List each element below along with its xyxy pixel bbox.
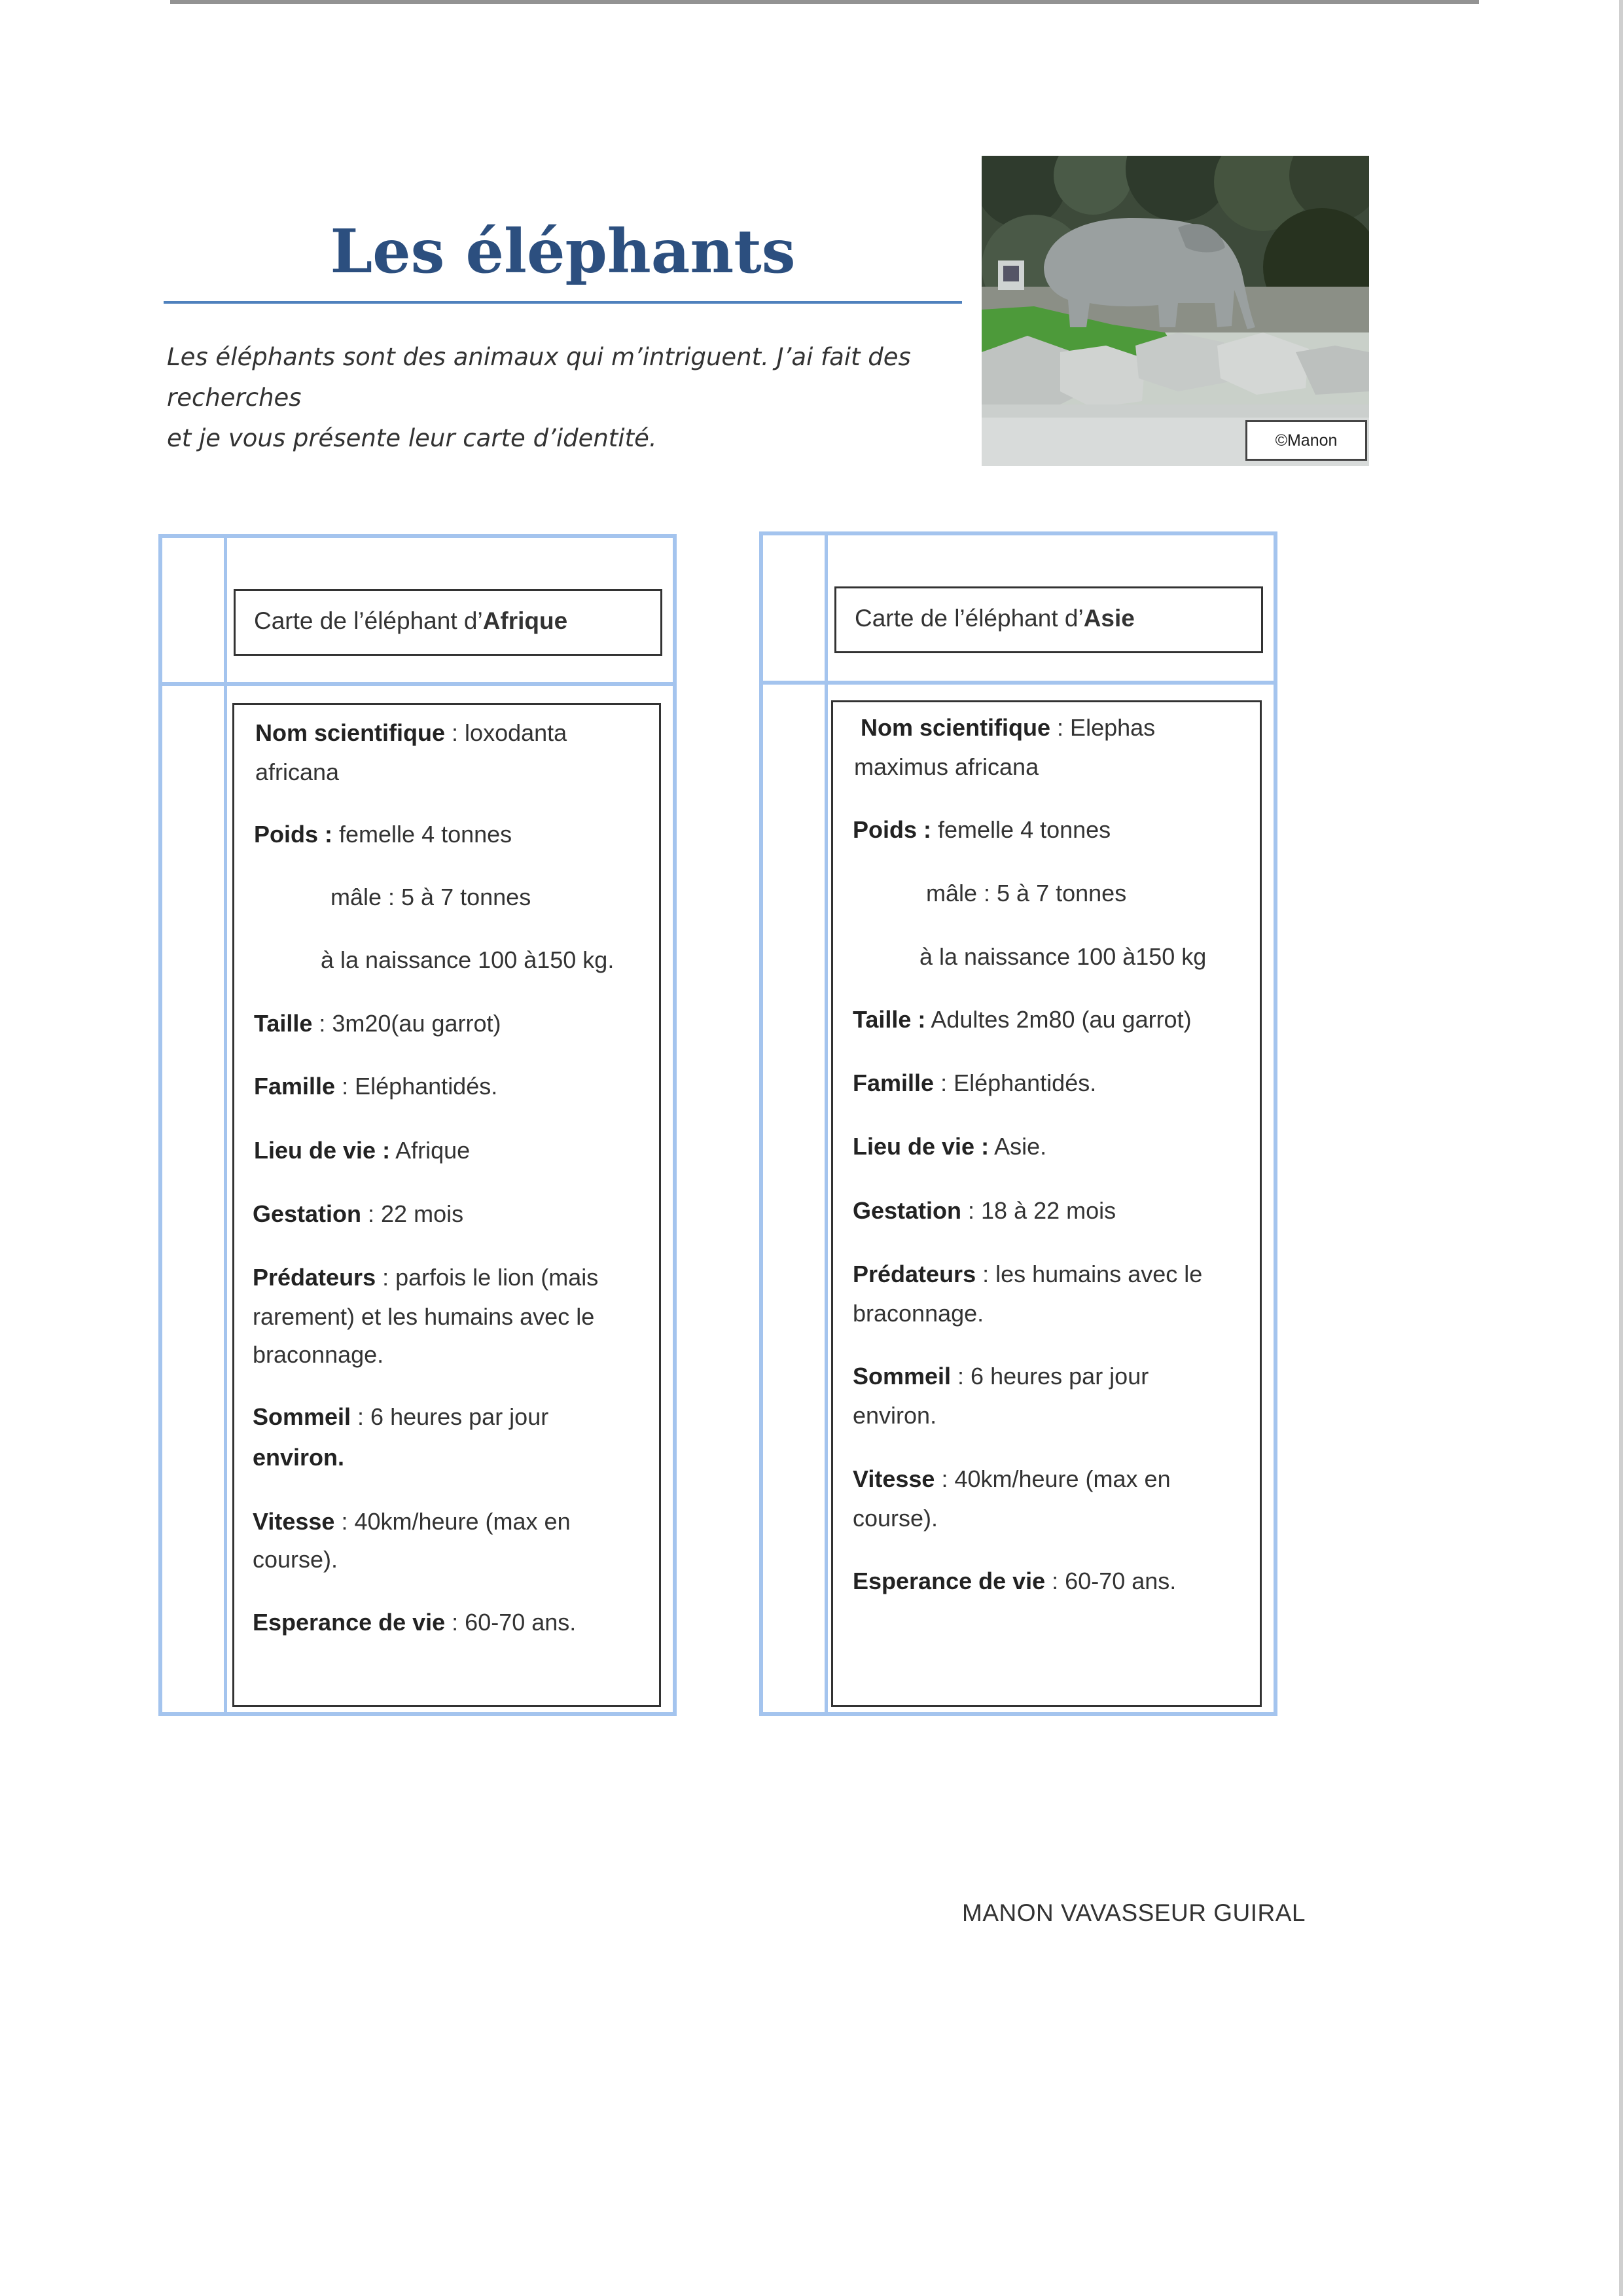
card-heading-asie-region: Asie: [1083, 605, 1135, 632]
afrique-esperance-label: Esperance de vie: [253, 1609, 446, 1636]
afrique-poids-male: mâle : 5 à 7 tonnes: [330, 884, 531, 910]
intro-line-2: et je vous présente leur carte d’identité.: [167, 424, 657, 452]
author-signature: MANON VAVASSEUR GUIRAL: [962, 1899, 1306, 1926]
afrique-predateurs-line-2: rarement) et les humains avec le: [253, 1303, 595, 1330]
asie-sommeil: [853, 1357, 1149, 1396]
asie-predateurs-label: Prédateurs: [853, 1261, 976, 1287]
afrique-gestation: [253, 1194, 463, 1234]
asie-poids-naissance: à la naissance 100 à150 kg: [919, 943, 1207, 970]
asie-nom-label: Nom scientifique: [861, 714, 1051, 741]
afrique-esperance-value: : 60-70 ans.: [445, 1609, 577, 1636]
afrique-famille-value: : Eléphantidés.: [335, 1073, 498, 1100]
afrique-vitesse-value: : 40km/heure (max en: [334, 1508, 571, 1535]
asie-esperance-label: Esperance de vie: [853, 1568, 1046, 1594]
scan-edge-top: [170, 0, 1479, 4]
asie-taille-value: Adultes 2m80 (au garrot): [925, 1006, 1192, 1033]
asie-poids-femelle: femelle 4 tonnes: [931, 816, 1111, 843]
asie-famille-value: : Eléphantidés.: [934, 1069, 1097, 1096]
asie-predateurs: [853, 1255, 1202, 1294]
asie-esperance-value: : 60-70 ans.: [1045, 1568, 1177, 1594]
scan-edge-right: [1619, 0, 1623, 2296]
card-heading-asie-prefix: Carte de l’éléphant d’: [855, 605, 1084, 632]
card-frame-afrique-separator: [158, 682, 677, 686]
card-frame-asie-separator: [759, 681, 1277, 685]
asie-famille: [853, 1064, 1096, 1103]
afrique-predateurs: [253, 1258, 598, 1297]
afrique-gestation-value: : 22 mois: [361, 1200, 464, 1227]
afrique-vitesse-line-2: course).: [253, 1546, 338, 1573]
asie-vitesse-line-2: course).: [853, 1505, 938, 1532]
elephant-photo-image: [982, 156, 1369, 466]
afrique-famille: [254, 1067, 497, 1106]
card-heading-afrique-prefix: Carte de l’éléphant d’: [254, 607, 483, 634]
asie-lieu-label: Lieu de vie :: [853, 1133, 990, 1160]
card-heading-afrique: [234, 589, 662, 656]
asie-sommeil-line-2: environ.: [853, 1402, 937, 1429]
asie-sommeil-value: : 6 heures par jour: [951, 1363, 1149, 1390]
afrique-poids-label: Poids :: [254, 821, 333, 848]
asie-nom-value: : Elephas: [1050, 714, 1156, 741]
afrique-taille: [254, 1004, 501, 1043]
afrique-famille-label: Famille: [254, 1073, 336, 1100]
asie-predateurs-line-2: braconnage.: [853, 1300, 984, 1327]
card-heading-afrique-region: Afrique: [482, 607, 568, 634]
afrique-nom-value: : loxodanta: [445, 719, 567, 746]
asie-nom-scientifique-cont: maximus africana: [854, 753, 1039, 780]
afrique-predateurs-line-3: braconnage.: [253, 1341, 384, 1368]
asie-gestation-value: : 18 à 22 mois: [961, 1197, 1116, 1224]
afrique-lieu-de-vie: [254, 1131, 470, 1170]
card-frame-asie-divider: [825, 531, 828, 1716]
afrique-lieu-value: Afrique: [390, 1137, 471, 1164]
asie-vitesse-value: : 40km/heure (max en: [935, 1465, 1171, 1492]
asie-poids-label: Poids :: [853, 816, 932, 843]
intro-paragraph: [167, 337, 972, 459]
asie-vitesse: [853, 1460, 1171, 1499]
asie-gestation-label: Gestation: [853, 1197, 962, 1224]
card-heading-asie: [834, 586, 1263, 653]
afrique-lieu-label: Lieu de vie :: [254, 1137, 391, 1164]
afrique-sommeil-label: Sommeil: [253, 1403, 351, 1430]
asie-taille-label: Taille :: [853, 1006, 926, 1033]
title-rule: [164, 301, 962, 304]
afrique-nom-scientifique: [255, 713, 567, 753]
afrique-poids: [254, 815, 512, 854]
afrique-taille-label: Taille: [254, 1010, 313, 1037]
afrique-predateurs-label: Prédateurs: [253, 1264, 376, 1291]
afrique-vitesse: [253, 1502, 571, 1541]
afrique-sommeil: [253, 1397, 548, 1437]
photo-credit: ©Manon: [1245, 420, 1367, 461]
asie-gestation: [853, 1191, 1116, 1230]
asie-vitesse-label: Vitesse: [853, 1465, 935, 1492]
afrique-predateurs-value: : parfois le lion (mais: [376, 1264, 599, 1291]
asie-lieu-value: Asie.: [989, 1133, 1047, 1160]
afrique-sommeil-line-2: [253, 1438, 344, 1477]
page-title: Les éléphants: [330, 216, 796, 287]
asie-poids: [853, 810, 1111, 850]
asie-famille-label: Famille: [853, 1069, 935, 1096]
asie-taille: [853, 1000, 1192, 1039]
afrique-nom-scientifique-cont: africana: [255, 759, 340, 785]
afrique-taille-value: : 3m20(au garrot): [312, 1010, 501, 1037]
afrique-vitesse-label: Vitesse: [253, 1508, 335, 1535]
asie-sommeil-label: Sommeil: [853, 1363, 952, 1390]
asie-predateurs-value: : les humains avec le: [976, 1261, 1203, 1287]
afrique-sommeil-environ: environ.: [253, 1444, 345, 1471]
intro-line-1: Les éléphants sont des animaux qui m’intriguent. J’ai fait des recherches: [167, 343, 911, 412]
afrique-esperance-de-vie: [253, 1603, 576, 1642]
afrique-poids-naissance: à la naissance 100 à150 kg.: [321, 946, 615, 973]
asie-poids-male: mâle : 5 à 7 tonnes: [926, 880, 1127, 906]
asie-lieu-de-vie: [853, 1127, 1046, 1166]
afrique-sommeil-value: : 6 heures par jour: [351, 1403, 549, 1430]
card-frame-afrique-divider: [224, 534, 227, 1716]
asie-nom-scientifique: [861, 708, 1155, 747]
asie-esperance-de-vie: [853, 1562, 1176, 1601]
afrique-nom-label: Nom scientifique: [255, 719, 446, 746]
elephant-photo: [982, 156, 1369, 466]
afrique-poids-femelle: femelle 4 tonnes: [332, 821, 512, 848]
afrique-gestation-label: Gestation: [253, 1200, 362, 1227]
